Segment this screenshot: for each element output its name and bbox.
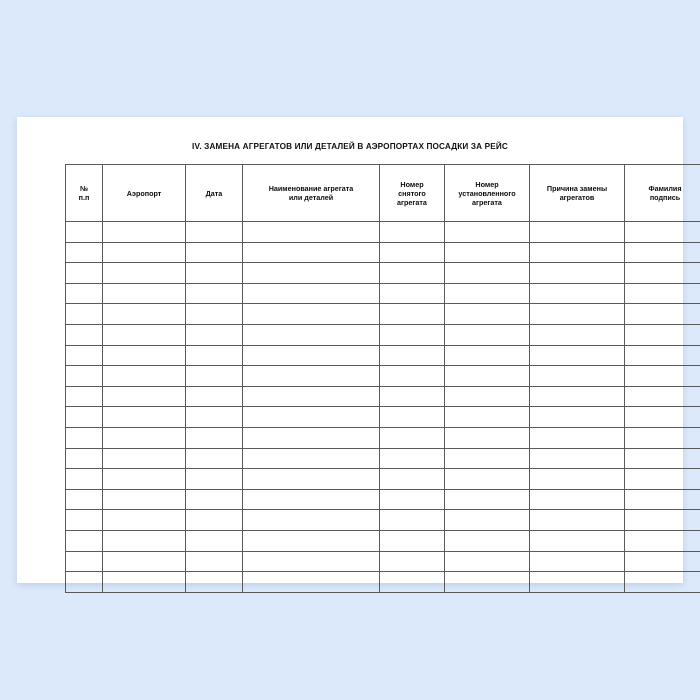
table-cell-surname_signature[interactable] <box>625 469 700 490</box>
table-cell-removed_unit_number[interactable] <box>380 427 445 448</box>
table-cell-replacement_reason[interactable] <box>530 304 625 325</box>
table-row <box>66 242 700 263</box>
table-cell-airport[interactable] <box>103 345 186 366</box>
table-cell-replacement_reason[interactable] <box>530 489 625 510</box>
table-cell-airport[interactable] <box>103 366 186 387</box>
table-cell-airport[interactable] <box>103 242 186 263</box>
table-cell-surname_signature[interactable] <box>625 324 700 345</box>
table-cell-unit_name[interactable] <box>243 448 380 469</box>
table-cell-unit_name[interactable] <box>243 242 380 263</box>
table-cell-installed_unit_number[interactable] <box>445 283 530 304</box>
table-cell-installed_unit_number[interactable] <box>445 469 530 490</box>
table-cell-replacement_reason[interactable] <box>530 448 625 469</box>
table-cell-number[interactable] <box>66 530 103 551</box>
table-cell-date[interactable] <box>186 386 243 407</box>
table-cell-unit_name[interactable] <box>243 551 380 572</box>
table-row <box>66 283 700 304</box>
document-page <box>17 117 683 583</box>
table-cell-removed_unit_number[interactable] <box>380 448 445 469</box>
column-header-replacement-reason: Причина замены агрегатов <box>530 165 625 222</box>
table-cell-surname_signature[interactable] <box>625 407 700 428</box>
table-row <box>66 407 700 428</box>
table-cell-date[interactable] <box>186 427 243 448</box>
table-cell-number[interactable] <box>66 366 103 387</box>
table-row <box>66 469 700 490</box>
column-header-unit-name: Наименование агрегата или деталей <box>243 165 380 222</box>
table-cell-unit_name[interactable] <box>243 530 380 551</box>
table-cell-installed_unit_number[interactable] <box>445 448 530 469</box>
table-cell-replacement_reason[interactable] <box>530 324 625 345</box>
table-cell-number[interactable] <box>66 551 103 572</box>
table-cell-airport[interactable] <box>103 283 186 304</box>
table-cell-surname_signature[interactable] <box>625 263 700 284</box>
table-cell-removed_unit_number[interactable] <box>380 242 445 263</box>
table-cell-removed_unit_number[interactable] <box>380 222 445 243</box>
column-header-airport: Аэропорт <box>103 165 186 222</box>
table-cell-surname_signature[interactable] <box>625 427 700 448</box>
table-cell-airport[interactable] <box>103 489 186 510</box>
table-cell-date[interactable] <box>186 448 243 469</box>
table-cell-unit_name[interactable] <box>243 510 380 531</box>
table-cell-removed_unit_number[interactable] <box>380 324 445 345</box>
table-cell-surname_signature[interactable] <box>625 242 700 263</box>
table-row <box>66 304 700 325</box>
table-cell-installed_unit_number[interactable] <box>445 324 530 345</box>
table-cell-date[interactable] <box>186 530 243 551</box>
table-cell-installed_unit_number[interactable] <box>445 263 530 284</box>
table-row <box>66 366 700 387</box>
table-cell-replacement_reason[interactable] <box>530 551 625 572</box>
table-cell-number[interactable] <box>66 427 103 448</box>
table-cell-unit_name[interactable] <box>243 222 380 243</box>
header-row <box>66 165 700 222</box>
table-row <box>66 386 700 407</box>
table-cell-replacement_reason[interactable] <box>530 510 625 531</box>
column-header-installed-unit-number: Номер установленного агрегата <box>445 165 530 222</box>
table-body <box>66 222 700 593</box>
table-cell-number[interactable] <box>66 386 103 407</box>
table-cell-removed_unit_number[interactable] <box>380 551 445 572</box>
table-cell-unit_name[interactable] <box>243 572 380 593</box>
table-cell-removed_unit_number[interactable] <box>380 263 445 284</box>
table-cell-installed_unit_number[interactable] <box>445 386 530 407</box>
table-cell-airport[interactable] <box>103 222 186 243</box>
table-cell-number[interactable] <box>66 448 103 469</box>
table-cell-surname_signature[interactable] <box>625 551 700 572</box>
table-cell-date[interactable] <box>186 366 243 387</box>
table-row <box>66 572 700 593</box>
table-row <box>66 222 700 243</box>
table-cell-replacement_reason[interactable] <box>530 283 625 304</box>
table-cell-replacement_reason[interactable] <box>530 530 625 551</box>
table-cell-removed_unit_number[interactable] <box>380 366 445 387</box>
table-cell-date[interactable] <box>186 242 243 263</box>
table-row <box>66 489 700 510</box>
table-cell-unit_name[interactable] <box>243 427 380 448</box>
table-cell-installed_unit_number[interactable] <box>445 427 530 448</box>
table-cell-date[interactable] <box>186 572 243 593</box>
table-cell-removed_unit_number[interactable] <box>380 469 445 490</box>
table-cell-surname_signature[interactable] <box>625 222 700 243</box>
table-cell-airport[interactable] <box>103 530 186 551</box>
table-cell-installed_unit_number[interactable] <box>445 345 530 366</box>
table-cell-surname_signature[interactable] <box>625 304 700 325</box>
table-cell-airport[interactable] <box>103 407 186 428</box>
table-cell-surname_signature[interactable] <box>625 530 700 551</box>
table-cell-removed_unit_number[interactable] <box>380 510 445 531</box>
table-cell-number[interactable] <box>66 510 103 531</box>
table-cell-replacement_reason[interactable] <box>530 242 625 263</box>
table-cell-number[interactable] <box>66 324 103 345</box>
table-cell-unit_name[interactable] <box>243 304 380 325</box>
column-header-number: № п.п <box>66 165 103 222</box>
table-cell-removed_unit_number[interactable] <box>380 530 445 551</box>
table-cell-airport[interactable] <box>103 551 186 572</box>
table-cell-unit_name[interactable] <box>243 407 380 428</box>
table-cell-removed_unit_number[interactable] <box>380 489 445 510</box>
table-cell-unit_name[interactable] <box>243 283 380 304</box>
table-cell-airport[interactable] <box>103 263 186 284</box>
table-cell-installed_unit_number[interactable] <box>445 242 530 263</box>
table-cell-replacement_reason[interactable] <box>530 407 625 428</box>
table-cell-surname_signature[interactable] <box>625 489 700 510</box>
table-cell-installed_unit_number[interactable] <box>445 304 530 325</box>
table-cell-airport[interactable] <box>103 572 186 593</box>
table-cell-airport[interactable] <box>103 510 186 531</box>
table-cell-date[interactable] <box>186 324 243 345</box>
table-cell-removed_unit_number[interactable] <box>380 386 445 407</box>
table-cell-surname_signature[interactable] <box>625 345 700 366</box>
table-cell-date[interactable] <box>186 222 243 243</box>
table-cell-airport[interactable] <box>103 386 186 407</box>
table-cell-airport[interactable] <box>103 304 186 325</box>
table-cell-installed_unit_number[interactable] <box>445 551 530 572</box>
table-cell-replacement_reason[interactable] <box>530 572 625 593</box>
table-cell-date[interactable] <box>186 510 243 531</box>
table-cell-surname_signature[interactable] <box>625 283 700 304</box>
table-row <box>66 345 700 366</box>
table-cell-date[interactable] <box>186 489 243 510</box>
table-cell-surname_signature[interactable] <box>625 572 700 593</box>
table-cell-number[interactable] <box>66 242 103 263</box>
table-cell-airport[interactable] <box>103 448 186 469</box>
table-cell-airport[interactable] <box>103 469 186 490</box>
table-cell-installed_unit_number[interactable] <box>445 407 530 428</box>
table-row <box>66 448 700 469</box>
table-row <box>66 510 700 531</box>
table-row <box>66 551 700 572</box>
table-cell-replacement_reason[interactable] <box>530 366 625 387</box>
table-cell-airport[interactable] <box>103 427 186 448</box>
table-cell-date[interactable] <box>186 551 243 572</box>
table-cell-number[interactable] <box>66 345 103 366</box>
table-cell-date[interactable] <box>186 407 243 428</box>
table-cell-replacement_reason[interactable] <box>530 386 625 407</box>
table-cell-removed_unit_number[interactable] <box>380 572 445 593</box>
table-cell-unit_name[interactable] <box>243 345 380 366</box>
table-cell-unit_name[interactable] <box>243 489 380 510</box>
table-cell-number[interactable] <box>66 469 103 490</box>
table-cell-airport[interactable] <box>103 324 186 345</box>
table-cell-surname_signature[interactable] <box>625 386 700 407</box>
aggregate-replacement-table <box>65 164 700 593</box>
table-row <box>66 324 700 345</box>
table-cell-replacement_reason[interactable] <box>530 222 625 243</box>
table-cell-installed_unit_number[interactable] <box>445 530 530 551</box>
table-cell-installed_unit_number[interactable] <box>445 222 530 243</box>
table-cell-installed_unit_number[interactable] <box>445 510 530 531</box>
table-cell-removed_unit_number[interactable] <box>380 283 445 304</box>
table-cell-number[interactable] <box>66 572 103 593</box>
table-cell-unit_name[interactable] <box>243 324 380 345</box>
column-header-date: Дата <box>186 165 243 222</box>
table-row <box>66 427 700 448</box>
table-cell-removed_unit_number[interactable] <box>380 345 445 366</box>
table-cell-replacement_reason[interactable] <box>530 469 625 490</box>
table-cell-unit_name[interactable] <box>243 386 380 407</box>
table-cell-number[interactable] <box>66 283 103 304</box>
table-cell-surname_signature[interactable] <box>625 448 700 469</box>
table-cell-unit_name[interactable] <box>243 366 380 387</box>
table-cell-replacement_reason[interactable] <box>530 345 625 366</box>
table-cell-removed_unit_number[interactable] <box>380 407 445 428</box>
table-cell-installed_unit_number[interactable] <box>445 572 530 593</box>
table-cell-surname_signature[interactable] <box>625 366 700 387</box>
table-cell-replacement_reason[interactable] <box>530 263 625 284</box>
table-cell-number[interactable] <box>66 263 103 284</box>
table-cell-number[interactable] <box>66 304 103 325</box>
table-cell-surname_signature[interactable] <box>625 510 700 531</box>
table-container <box>65 164 682 593</box>
page-title: IV. ЗАМЕНА АГРЕГАТОВ ИЛИ ДЕТАЛЕЙ В АЭРОПОРТАХ ПОСАДКИ ЗА РЕЙС <box>192 142 508 151</box>
table-cell-number[interactable] <box>66 489 103 510</box>
table-cell-date[interactable] <box>186 304 243 325</box>
table-cell-unit_name[interactable] <box>243 469 380 490</box>
table-cell-replacement_reason[interactable] <box>530 427 625 448</box>
column-header-removed-unit-number: Номер снятого агрегата <box>380 165 445 222</box>
table-cell-date[interactable] <box>186 283 243 304</box>
table-row <box>66 530 700 551</box>
table-cell-unit_name[interactable] <box>243 263 380 284</box>
column-header-surname-signature: Фамилия подпись <box>625 165 700 222</box>
table-cell-removed_unit_number[interactable] <box>380 304 445 325</box>
table-cell-date[interactable] <box>186 263 243 284</box>
table-cell-installed_unit_number[interactable] <box>445 366 530 387</box>
table-cell-date[interactable] <box>186 345 243 366</box>
table-cell-number[interactable] <box>66 407 103 428</box>
table-header <box>66 165 700 222</box>
table-cell-number[interactable] <box>66 222 103 243</box>
table-row <box>66 263 700 284</box>
table-cell-installed_unit_number[interactable] <box>445 489 530 510</box>
table-cell-date[interactable] <box>186 469 243 490</box>
